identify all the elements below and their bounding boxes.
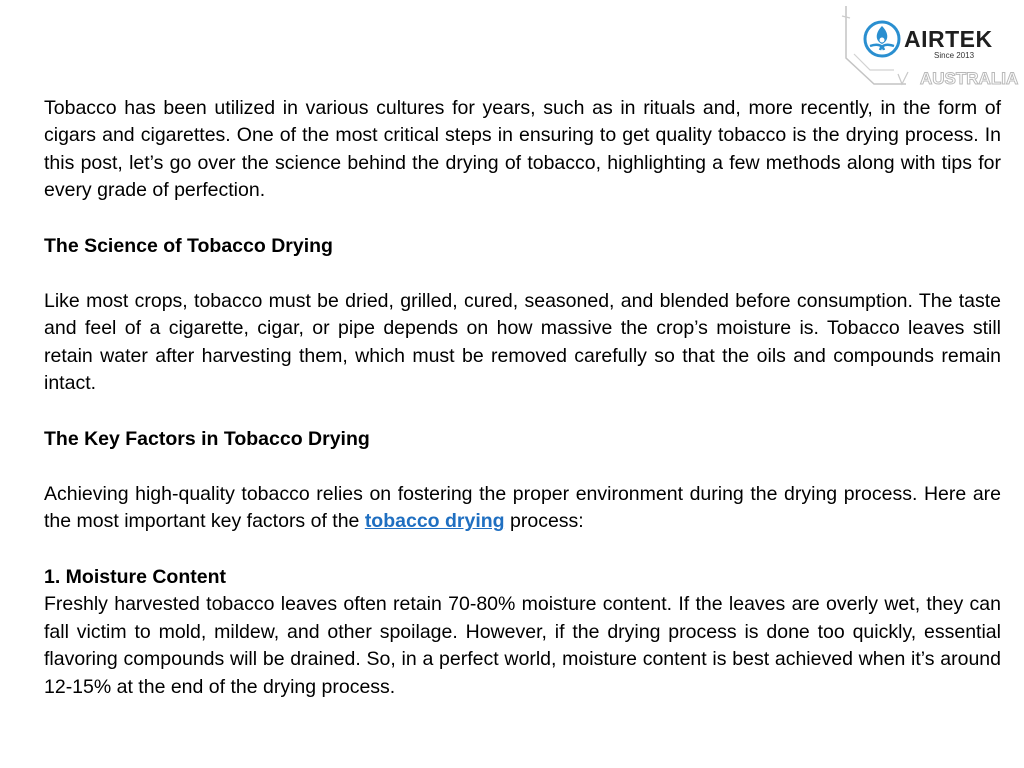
airtek-logo	[840, 4, 1024, 92]
logo-since-text: Since 2013	[934, 51, 975, 60]
moisture-paragraph: Freshly harvested tobacco leaves often retain 70-80% moisture content. If the leaves are overly wet, they can fall victim to mold, mildew, and other spoilage. However, if the drying process is done too quickly, essential flavoring compounds will be drained. So, in a perfect world, moisture content is best achieved when it’s around 12-15% at the end of the drying process.	[44, 593, 1001, 698]
heading-science: The Science of Tobacco Drying	[44, 234, 333, 257]
key-factors-text-before: Achieving high-quality tobacco relies on fostering the proper environment during the drying process. Here are the most important key factors of the	[44, 483, 1001, 533]
tobacco-drying-link[interactable]: tobacco drying	[364, 510, 505, 533]
propeller-circle-icon	[865, 22, 899, 56]
logo-country-text: AUSTRALIA	[920, 69, 1019, 88]
heading-moisture-content: 1. Moisture Content	[44, 565, 227, 588]
key-factors-text-after: process:	[504, 510, 584, 533]
heading-key-factors: The Key Factors in Tobacco Drying	[44, 427, 370, 450]
key-factors-paragraph	[44, 481, 1001, 536]
science-paragraph: Like most crops, tobacco must be dried, grilled, cured, seasoned, and blended before consumption. The taste and feel of a cigarette, cigar, or pipe depends on how massive the crop’s moisture is. Tobacco leaves still retain water after harvesting them, which must be removed carefully so that the oils and compounds remain intact.	[44, 290, 1001, 395]
logo-brand-text: AIRTEK	[904, 26, 993, 52]
article-body	[44, 95, 1001, 701]
intro-paragraph: Tobacco has been utilized in various cultures for years, such as in rituals and, more recently, in the form of cigars and cigarettes. One of the most critical steps in ensuring to get quality tobacco is the drying process. In this post, let’s go over the science behind the drying of tobacco, highlighting a few methods along with tips for every grade of perfection.	[44, 97, 1001, 202]
